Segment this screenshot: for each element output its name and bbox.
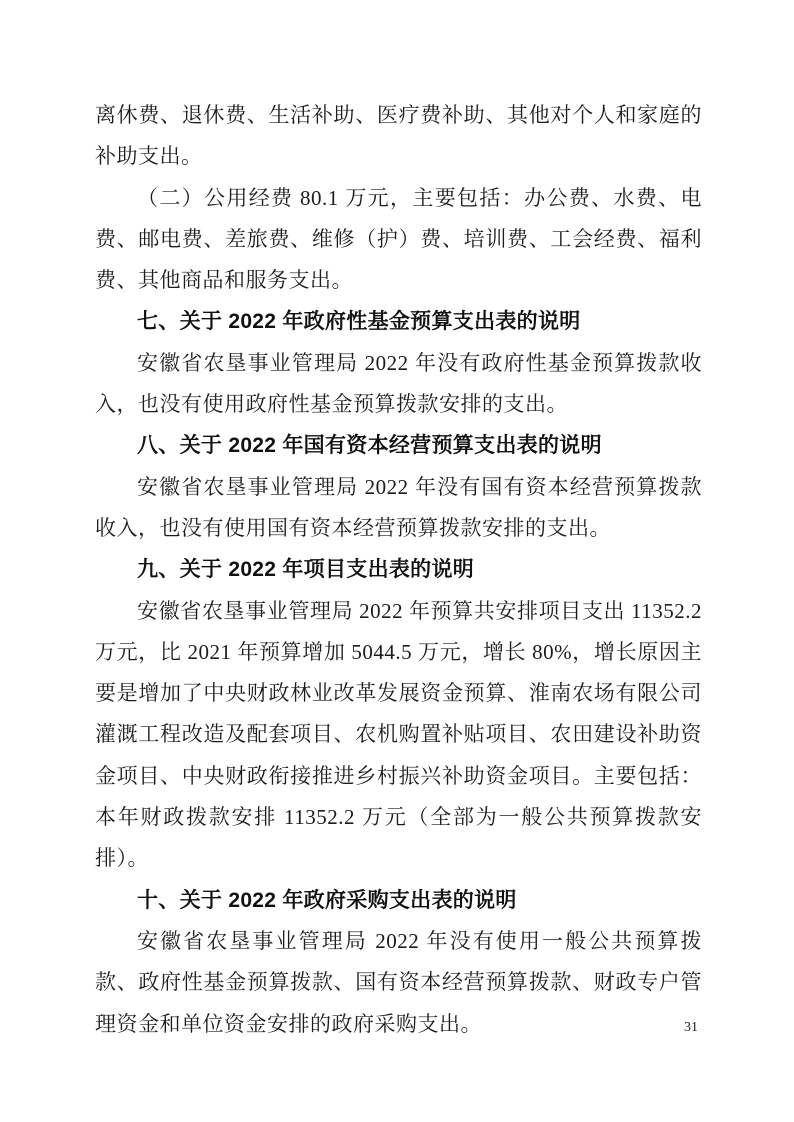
paragraph-continuation-personnel-subsidies: 离休费、退休费、生活补助、医疗费补助、其他对个人和家庭的补助支出。 — [95, 103, 702, 169]
page-content — [95, 95, 702, 1045]
paragraph-state-capital-budget: 安徽省农垦事业管理局 2022 年没有国有资本经营预算拨款收入，也没有使用国有资本经营预算拨款安排的支出。 — [95, 474, 702, 540]
paragraph-government-procurement: 安徽省农垦事业管理局 2022 年没有使用一般公共预算拨款、政府性基金预算拨款、国有资本经营预算拨款、财政专户管理资金和单位资金安排的政府采购支出。 — [95, 928, 702, 1036]
section-heading-8-state-capital-budget: 八、关于 2022 年国有资本经营预算支出表的说明 — [137, 434, 602, 458]
paragraph-public-expense: （二）公用经费 80.1 万元，主要包括：办公费、水费、电费、邮电费、差旅费、维修（护）费、培训费、工会经费、福利费、其他商品和服务支出。 — [95, 185, 702, 293]
section-heading-7-government-fund-budget: 七、关于 2022 年政府性基金预算支出表的说明 — [137, 310, 581, 334]
paragraph-project-expenditure: 安徽省农垦事业管理局 2022 年预算共安排项目支出 11352.2 万元，比 2021 年预算增加 5044.5 万元，增长 80%，增长原因主要是增加了中央财政林业改革发展资金预算、淮南农场有限公司灌溉工程改造及配套项目、农机购置补贴项目、农田建设补助资金项目、中央财政衔接推进乡村振兴补助资金项目。主要包括：本年财政拨款安排 11352.2 万元（全部为一般公共预算拨款安排）。 — [95, 598, 702, 871]
section-heading-9-project-expenditure: 九、关于 2022 年项目支出表的说明 — [137, 558, 475, 582]
paragraph-government-fund-budget: 安徽省农垦事业管理局 2022 年没有政府性基金预算拨款收入，也没有使用政府性基金预算拨款安排的支出。 — [95, 350, 702, 417]
page-number: 31 — [684, 1020, 698, 1035]
section-heading-10-government-procurement: 十、关于 2022 年政府采购支出表的说明 — [137, 888, 517, 912]
